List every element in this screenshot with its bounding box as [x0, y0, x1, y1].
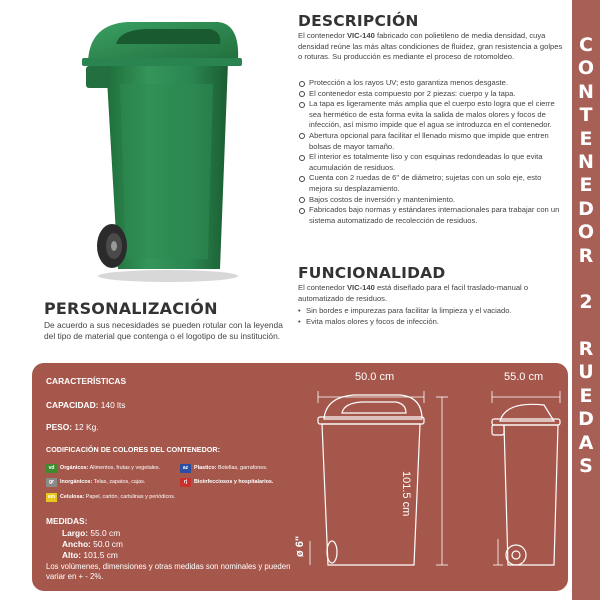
- capacity-value: 140 lts: [100, 400, 126, 410]
- width-label: Ancho:: [62, 539, 91, 549]
- capacity-row: [46, 400, 125, 410]
- side-letter: O: [577, 221, 595, 244]
- side-width-dimension: 55.0 cm: [504, 371, 544, 383]
- height-value: 101.5 cm: [83, 550, 118, 560]
- side-letter: R: [578, 244, 594, 267]
- model-code: VIC-140: [346, 31, 375, 40]
- color-coding-heading: CODIFICACIÓN DE COLORES DEL CONTENEDOR:: [46, 445, 220, 454]
- side-letter: O: [577, 57, 595, 80]
- func-intro-rest: está diseñado para el facil traslado-manual o automatizado de residuos.: [298, 283, 529, 303]
- functionality-list: [298, 306, 566, 327]
- color-code-text: Orgánicos: Alimentos, frutas y vegetales.: [60, 465, 161, 471]
- list-item: Fabricados bajo normas y estándares internacionales para trabajar con un sistema automatizado de recolección de residuos.: [298, 205, 566, 226]
- wheel-diameter-dimension: ø 6": [294, 535, 306, 557]
- list-item: Cuenta con 2 ruedas de 6" de diámetro; sujetas con un solo eje, esto mejora su desplazamiento.: [298, 173, 566, 194]
- list-item: Abertura opcional para facilitar el llenado mismo que impide que entren bolsas de mayor tamaño.: [298, 131, 566, 152]
- list-item: El contenedor esta compuesto por 2 piezas: cuerpo y la tapa.: [298, 89, 566, 100]
- func-intro-prefix: El contenedor: [298, 283, 347, 292]
- side-letter: S: [579, 455, 593, 478]
- side-letter: R: [578, 338, 594, 361]
- height-label: Alto:: [62, 550, 82, 560]
- list-item: • Evita malos olores y focos de infección.: [298, 317, 566, 328]
- side-letter: D: [578, 197, 594, 220]
- side-title-text: [572, 36, 600, 480]
- length-label: Largo:: [62, 528, 89, 538]
- length-value: 55.0 cm: [90, 528, 121, 538]
- weight-value: 12 Kg.: [74, 422, 99, 432]
- side-letter: T: [579, 104, 593, 127]
- weight-row: [46, 422, 99, 432]
- capacity-label: CAPACIDAD:: [46, 400, 99, 410]
- color-code-text: Bioinfecciosos y hospitalarios.: [194, 479, 274, 485]
- side-letter: [572, 270, 600, 293]
- side-letter: 2: [579, 291, 593, 314]
- height-dimension: 101.5 cm: [400, 471, 412, 517]
- color-swatch: rj: [180, 478, 191, 487]
- color-code-text: Plastico: Botellas, garrafones.: [194, 465, 268, 471]
- side-letter: A: [578, 431, 594, 454]
- side-letter: E: [579, 127, 593, 150]
- side-letter: N: [578, 80, 594, 103]
- color-code-text: Celulosa: Papel, cartón, cartulinas y periódicos.: [60, 494, 176, 500]
- color-code-text: Inorgánicos: Telas, zapatos, cajas.: [60, 479, 146, 485]
- side-letter: C: [579, 34, 593, 56]
- side-letter: E: [579, 174, 593, 197]
- weight-label: PESO:: [46, 422, 73, 432]
- measures-heading: MEDIDAS:: [46, 516, 88, 526]
- length-row: [62, 528, 120, 538]
- list-item: Protección a los rayos UV; esto garantiza menos desgaste.: [298, 78, 566, 89]
- width-value: 50.0 cm: [93, 539, 123, 549]
- technical-drawing: [292, 369, 568, 589]
- func-model-code: VIC-140: [346, 283, 375, 292]
- product-image-green-bin: [68, 14, 248, 284]
- list-item: El interior es totalmente liso y con esquinas redondeadas lo que evita acumulación de residuos.: [298, 152, 566, 173]
- dimensions-note: Los volúmenes, dimensiones y otras medidas son nominales y pueden variar en + - 2%.: [46, 562, 291, 582]
- intro-prefix: El contenedor: [298, 31, 347, 40]
- height-row: [62, 550, 118, 560]
- color-swatch: vd: [46, 464, 57, 473]
- description-intro: [298, 31, 566, 63]
- specs-heading: CARACTERÍSTICAS: [46, 376, 127, 386]
- list-item: • Sin bordes e impurezas para facilitar la limpieza y el vaciado.: [298, 306, 566, 317]
- description-heading: DESCRIPCIÓN: [298, 12, 419, 30]
- side-letter: U: [578, 361, 594, 384]
- width-row: [62, 539, 123, 549]
- side-letter: E: [579, 384, 593, 407]
- functionality-heading: FUNCIONALIDAD: [298, 264, 446, 282]
- list-item: La tapa es ligeramente más amplia que el cuerpo esto logra que el cierre sea hermético de esta forma evita la salida de malos olores y focos de infección, así mismo impide que el agua se introduzca en el contenedor.: [298, 99, 566, 131]
- front-width-dimension: 50.0 cm: [355, 371, 395, 383]
- specs-panel: [32, 363, 568, 591]
- side-letter: D: [578, 408, 594, 431]
- description-list: [298, 78, 566, 226]
- side-title-band: [572, 0, 600, 600]
- functionality-intro: [298, 283, 566, 304]
- customization-text: De acuerdo a sus necesidades se pueden rotular con la leyenda del tipo de material que contenga o el logotipo de su institución.: [44, 320, 283, 342]
- color-swatch: az: [180, 464, 191, 473]
- list-item: Bajos costos de inversión y mantenimiento.: [298, 195, 566, 206]
- side-letter: [572, 317, 600, 340]
- intro-rest: fabricado con polietileno de media densidad, cuya densidad reúne las más altas condiciones de fluidez, gran resistencia a golpes o roturas. Su producción es mediante el proceso de rotomoldeo.: [298, 31, 563, 62]
- customization-heading: PERSONALIZACIÓN: [44, 299, 218, 318]
- color-swatch: gr: [46, 478, 57, 487]
- color-swatch: am: [47, 494, 56, 500]
- side-letter: N: [578, 150, 594, 173]
